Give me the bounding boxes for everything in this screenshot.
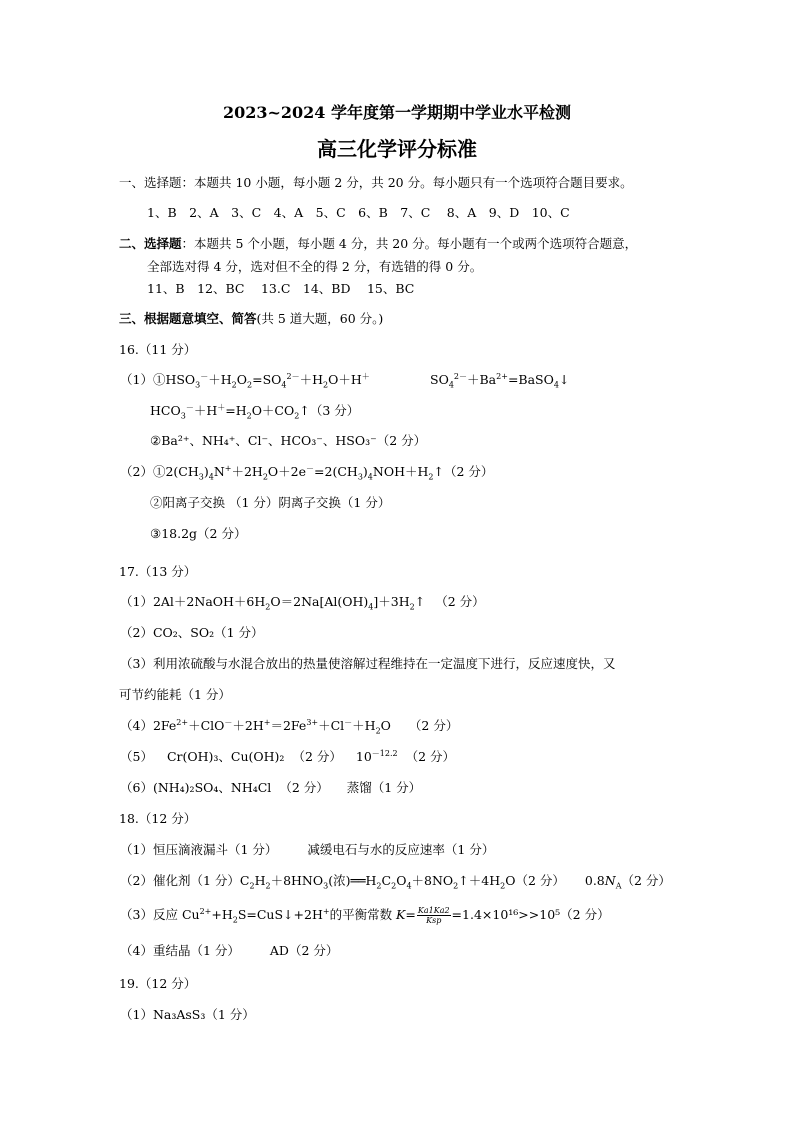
q17-heading: 17.（13 分）	[119, 564, 197, 579]
q17-part5-label: （5）	[120, 749, 153, 764]
q16-heading: 16.（11 分）	[119, 342, 197, 357]
q18-heading: 18.（12 分）	[119, 811, 197, 826]
q18-part2-value-num: 0.8	[584, 873, 605, 888]
q17-part5-value-exp: －12.2	[371, 748, 398, 758]
q18-part4	[120, 943, 338, 959]
q16-part2-equation	[120, 464, 493, 480]
q17-equation-1: $2Al+2NaOH+6H_2O=2Na[Al(OH)_4]+3H_2↑$	[152, 594, 426, 612]
q17-part5-value	[356, 749, 398, 764]
q18-part2-value-sub: A	[615, 881, 622, 891]
q17-part6-method: 蒸馏（1 分）	[346, 780, 422, 795]
q19-part1	[120, 1007, 255, 1023]
q17-part6	[120, 780, 421, 796]
q16-equation-1: $HSO_3^-+H_2O_2=SO_4^{2-}+H_2O+H^+$	[165, 371, 370, 390]
q17-part6-score1: （2 分）	[279, 780, 329, 795]
q16-part1-label: （1）①	[120, 372, 166, 387]
q18-part3-text2: 的平衡常数	[329, 907, 397, 922]
q18-part1-a: （1）恒压滴液漏斗（1 分）	[120, 842, 278, 857]
page-title: 高三化学评分标准	[317, 137, 477, 161]
q18-part2	[120, 873, 671, 889]
section2-heading	[119, 236, 637, 252]
q18-part3-fraction	[417, 906, 451, 925]
q19-part1-label: （1）	[120, 1007, 153, 1022]
q17-part1-label: （1）	[120, 594, 153, 609]
q16-part1-equations	[120, 372, 370, 388]
q16-part1-score: （3 分）	[309, 403, 360, 418]
section3-heading	[119, 311, 383, 327]
q16-part2-label: （2）①	[120, 464, 166, 479]
q19-part1-score: （1 分）	[205, 1007, 255, 1022]
section2-heading-bold: 二、选择题	[119, 236, 182, 251]
q17-part3-line2: 可节约能耗（1 分）	[119, 687, 231, 702]
q18-part3-K: K	[396, 907, 406, 922]
q16-equation-2: $SO_4^{2-}+Ba^{2+}=BaSO_4↓$	[430, 371, 570, 390]
q18-part2-value-unit: N	[604, 873, 616, 888]
q16-part2-exchange: ②阳离子交换 （1 分）阴离子交换（1 分）	[150, 495, 391, 510]
q18-part1	[120, 842, 494, 858]
q17-equation-2: $2Fe^{2+}+ClO^-+2H^+=2Fe^{3+}+Cl^-+H_2O$	[152, 717, 391, 736]
q17-part3-line1: （3）利用浓硫酸与水混合放出的热量使溶解过程维持在一定温度下进行，反应速度快，又	[120, 656, 616, 671]
q18-part1-b: 减缓电石与水的反应速率（1 分）	[307, 842, 495, 857]
q17-part5-value-base: 10	[355, 749, 372, 764]
q18-part2-score: （2 分）	[515, 873, 565, 888]
q18-equation-1: $C_2H_2+8HNO_3$(浓)$══H_2C_2O_4+8NO_2↑+4H_2O$	[239, 873, 516, 891]
q18-part4-a: （4）重结晶（1 分）	[120, 943, 240, 958]
section1-answers: 1、B 2、A 3、C 4、A 5、C 6、B 7、C 8、A 9、D 10、C	[147, 205, 570, 220]
q16-part2-score: （2 分）	[443, 464, 494, 479]
q17-part6-species: (NH₄)₂SO₄、NH₄Cl	[152, 780, 272, 795]
q18-part3-frac-num: Ka1Ka2	[417, 906, 450, 915]
q18-part2-score2: （2 分）	[621, 873, 671, 888]
q16-part1-ions: ②Ba²⁺、NH₄⁺、Cl⁻、HCO₃⁻、HSO₃⁻（2 分）	[150, 433, 427, 448]
q18-part3-frac-den: Ksp	[426, 916, 442, 925]
section1-heading: 一、选择题：本题共 10 小题，每小题 2 分，共 20 分。每小题只有一个选项符合题目要求。	[119, 175, 633, 190]
exam-title: 2023~2024 学年度第一学期期中学业水平检测	[222, 103, 572, 122]
q17-part5-score1: （2 分）	[292, 749, 342, 764]
q17-part2: （2）CO₂、SO₂（1 分）	[120, 625, 264, 640]
q17-part5-score2: （2 分）	[405, 749, 456, 764]
q16-equation-4: $2(CH_3)_4N^++2H_2O+2e^-=2(CH_3)_4NOH+H_2↑$	[165, 463, 444, 482]
section3-heading-bold: 三、根据题意填空、简答	[119, 311, 257, 326]
q17-part4-score: （2 分）	[408, 718, 459, 733]
q17-part5-species: Cr(OH)₃、Cu(OH)₂	[166, 749, 285, 764]
q16-part2-mass: ③18.2g（2 分）	[150, 526, 247, 541]
q18-part3-value: =1.4×10¹⁶>>10⁵（2 分）	[451, 907, 610, 922]
q18-part3-label: （3）反应	[120, 907, 182, 922]
q19-heading: 19.（12 分）	[119, 976, 197, 991]
q17-part1	[120, 594, 485, 610]
q18-equation-2: $Cu^{2+}+H_2S=CuS↓+2H^+$	[181, 906, 330, 925]
section2-line2: 全部选对得 4 分，选对但不全的得 2 分，有选错的得 0 分。	[147, 259, 483, 274]
q17-part4-label: （4）	[120, 718, 153, 733]
q17-part4	[120, 718, 458, 734]
q18-part4-b: AD（2 分）	[269, 943, 339, 958]
q18-part3: （3）反应 $Cu^{2+}+H_2S=CuS↓+2H^+$的平衡常数 K= $\frac{Ka1Ka2}{\text{Ksp}}$ =1.4×10¹⁶>>10⁵（2 分）	[120, 906, 610, 925]
q18-part2-value	[584, 873, 622, 891]
q17-part6-label: （6）	[120, 780, 153, 795]
q18-part2-label: （2）催化剂（1 分）	[120, 873, 240, 888]
q19-part1-formula: Na₃AsS₃	[152, 1007, 206, 1022]
q16-equation-3: $HCO_3^-+H^+=H_2O+CO_2↑(3$ 分）	[150, 402, 360, 421]
section3-heading-rest: (共 5 道大题，60 分。)	[256, 311, 384, 326]
q17-part1-score: （2 分）	[435, 594, 485, 609]
section2-heading-rest: ：本题共 5 个小题，每小题 4 分，共 20 分。每小题有一个或两个选项符合题意，	[181, 236, 638, 251]
section2-answers: 11、B 12、BC 13.C 14、BD 15、BC	[147, 281, 415, 296]
q17-part5	[120, 749, 455, 765]
